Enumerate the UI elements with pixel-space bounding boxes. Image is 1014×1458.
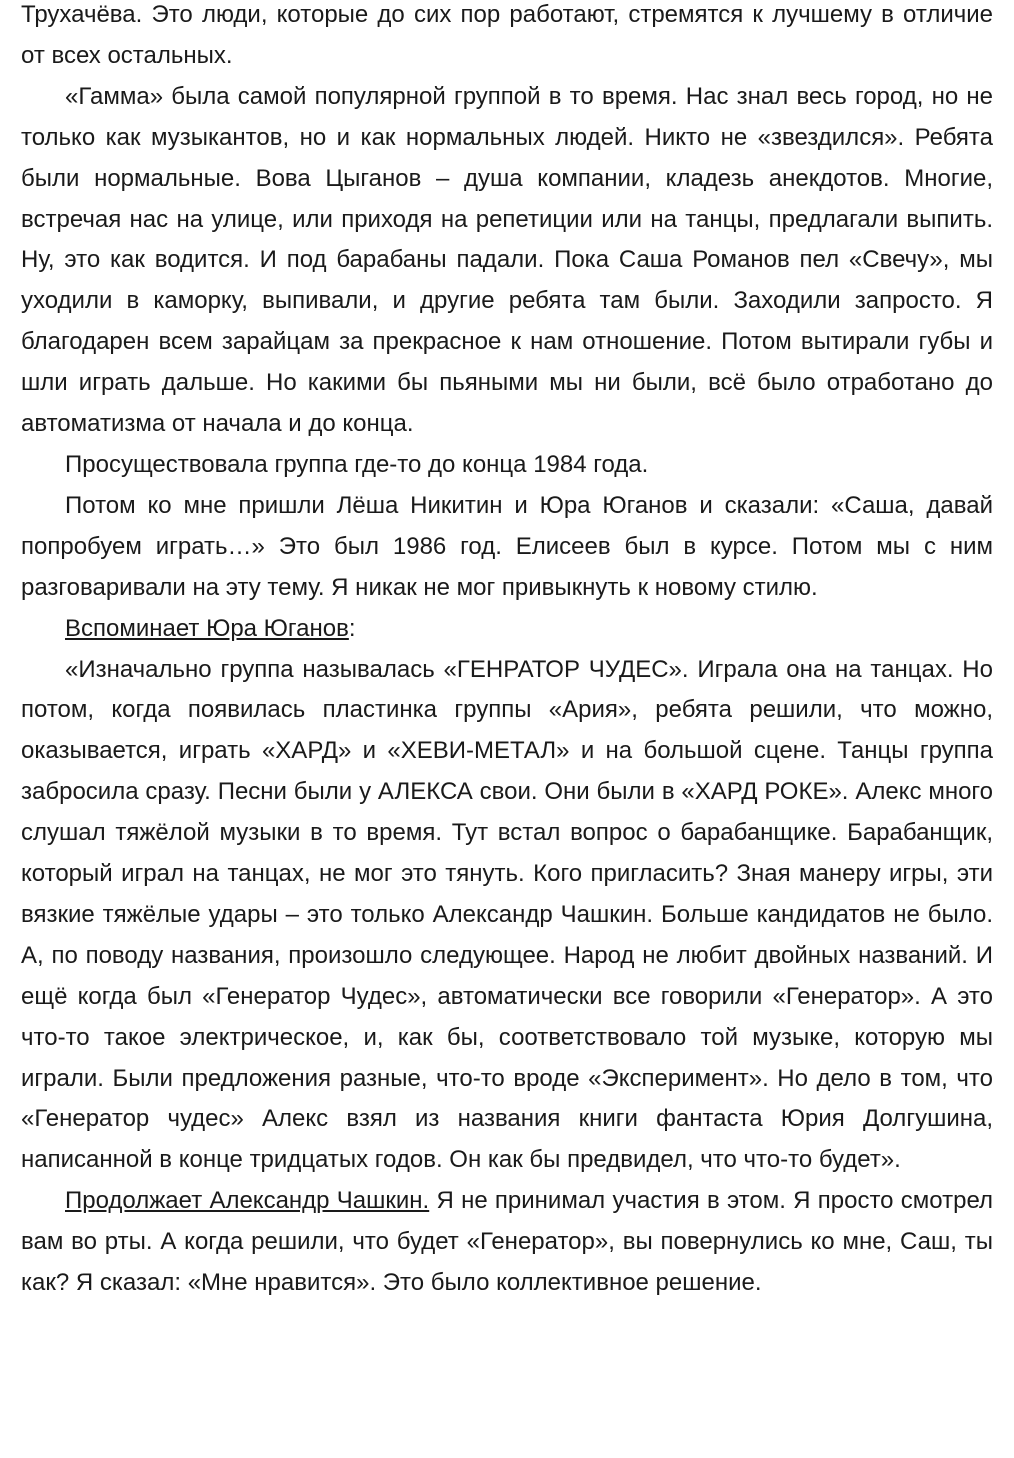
paragraph: «Гамма» была самой популярной группой в то время. Нас знал весь город, но не только как музыкантов, но и как нормальных людей. Никто не «звездился». Ребята были нормальные. Вова Цыганов – душа компании, кладезь анекдотов. Многие, встречая нас на улице, или приходя на репетиции или на танцы, предлагали выпить. Ну, это как водится. И под барабаны падали. Пока Саша Романов пел «Свечу», мы уходили в каморку, выпивали, и другие ребята там были. Заходили запросто. Я благодарен всем зарайцам за прекрасное к нам отношение. Потом вытирали губы и шли играть дальше. Но какими бы пьяными мы ни были, всё было отработано до автоматизма от начала и до конца. <box>21 82 993 438</box>
speaker-name: Вспоминает Юра Юганов <box>65 614 349 642</box>
paragraph: Просуществовала группа где-то до конца 1984 года. <box>65 450 649 478</box>
paragraph-text: : <box>348 614 356 642</box>
speaker-paragraph <box>21 1181 993 1304</box>
paragraph-text: Я не принимал участия в этом. Я просто смотрел вам во рты. А когда решили, что будет «Генератор», вы повернулись ко мне, Саш, ты как? Я сказал: «Мне нравится». Это было коллективное решение. <box>21 1187 993 1297</box>
quote-paragraph: «Изначально группа называлась «ГЕНРАТОР ЧУДЕС». Играла она на танцах. Но потом, когда появилась пластинка группы «Ария», ребята решили, что можно, оказывается, играть «ХАРД» и «ХЕВИ-МЕТАЛ» и на большой сцене. Танцы группа забросила сразу. Песни были у АЛЕКСА свои. Они были в «ХАРД РОКЕ». Алекс много слушал тяжёлой музыки в то время. Тут встал вопрос о барабанщике. Барабанщик, который играл на танцах, не мог это тянуть. Кого пригласить? Зная манеру игры, эти вязкие тяжёлые удары – это только Александр Чашкин. Больше кандидатов не было. А, по поводу названия, произошло следующее. Народ не любит двойных названий. И ещё когда был «Генератор Чудес», автоматически все говорили «Генератор». А это что-то такое электрическое, и, как бы, соответствовало той музыке, которую мы играли. Были предложения разные, что-то вроде «Эксперимент». Но дело в том, что «Генератор чудес» Алекс взял из названия книги фантаста Юрия Долгушина, написанной в конце тридцатых годов. Он как бы предвидел, что что-то будет». <box>21 655 993 1174</box>
document-page <box>21 0 993 1304</box>
paragraph: Потом ко мне пришли Лёша Никитин и Юра Юганов и сказали: «Саша, давай попробуем играть…» Это был 1986 год. Елисеев был в курсе. Потом мы с ним разговаривали на эту тему. Я никак не мог привыкнуть к новому стилю. <box>21 491 993 601</box>
speaker-name: Продолжает Александр Чашкин. <box>65 1187 430 1215</box>
speaker-paragraph <box>21 609 993 650</box>
paragraph: Трухачёва. Это люди, которые до сих пор работают, стремятся к лучшему в отличие от всех остальных. <box>21 1 993 69</box>
